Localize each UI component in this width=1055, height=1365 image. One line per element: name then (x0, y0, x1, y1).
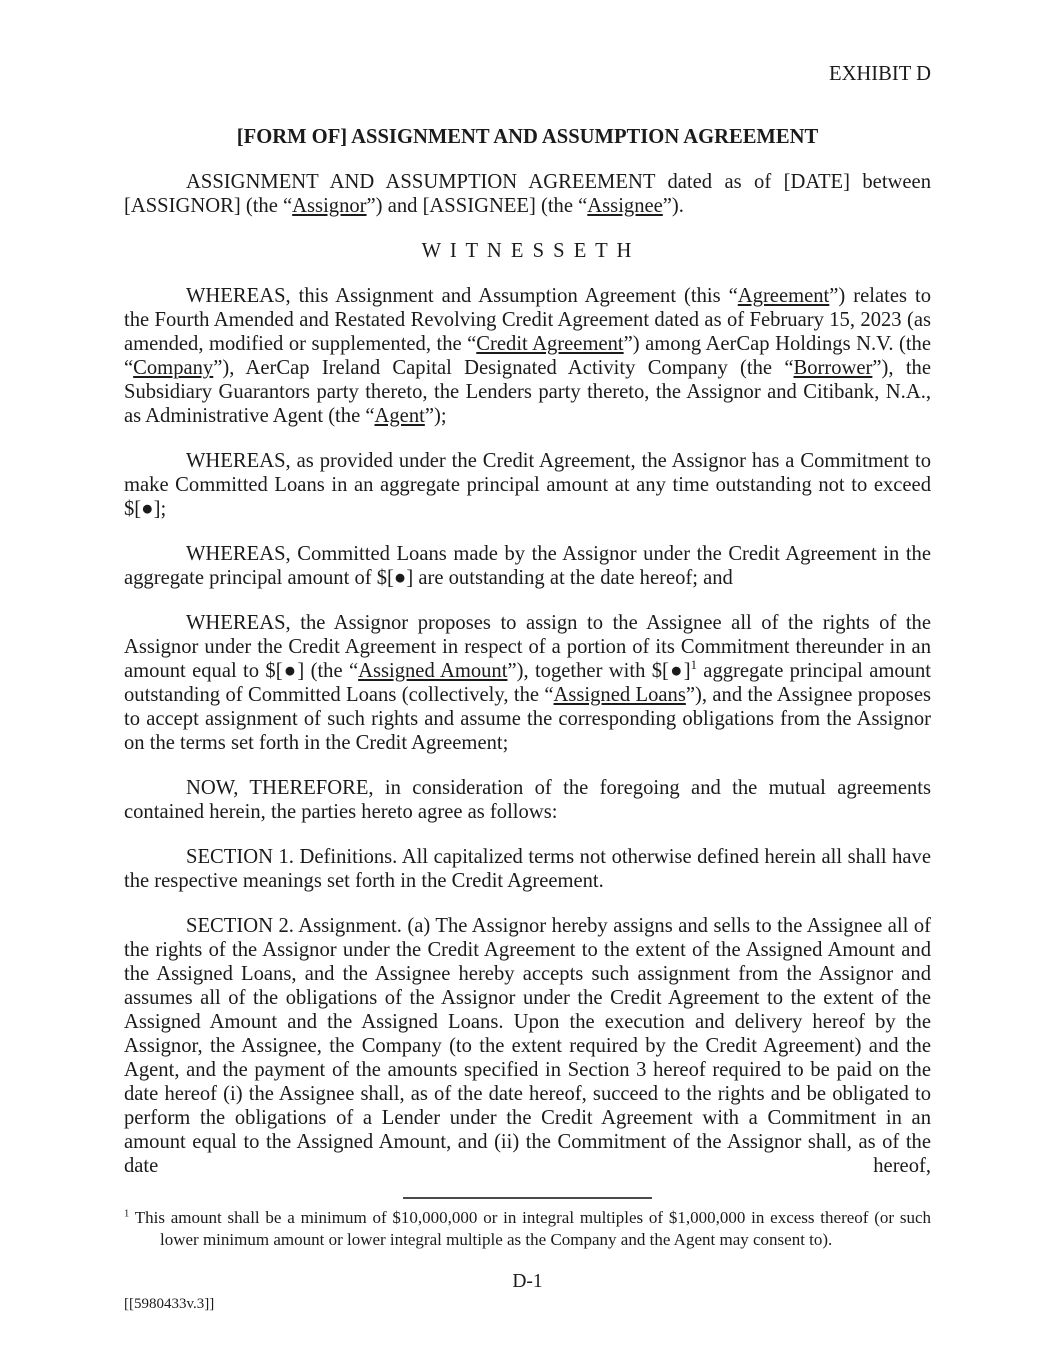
text-run: ”), and the Assignee proposes to accept assignment of such rights and assume the corresponding obligations from the Assignor on the terms set forth in the Credit Agreement; (124, 684, 931, 754)
opening-paragraph (124, 170, 931, 218)
text-run: ”); (424, 405, 447, 427)
defined-term: Borrower (793, 357, 873, 379)
text-run: ”) relates to the Fourth Amended and Restated Revolving Credit Agreement dated as of February 15, 2023 (as amended, modified or supplemented, the “ (124, 285, 931, 355)
text-run: WHEREAS, as provided under the Credit Agreement, the Assignor has a Commitment to make Committed Loans in an aggregate principal amount at any time outstanding not to exceed $[●]; (124, 450, 931, 520)
witnesseth-heading (124, 239, 931, 263)
whereas-commitment-paragraph (124, 449, 931, 521)
text-run: ”). (662, 195, 684, 217)
defined-term: Assignor (292, 195, 367, 217)
exhibit-label: EXHIBIT D (828, 63, 931, 85)
defined-term: Agent (374, 405, 425, 427)
document-title: [FORM OF] ASSIGNMENT AND ASSUMPTION AGREEMENT (236, 126, 819, 148)
page-number: D-1 (512, 1271, 543, 1292)
text-run: ”), AerCap Ireland Capital Designated Activity Company (the “ (213, 357, 794, 379)
defined-term: Assignee (587, 195, 663, 217)
defined-term: Agreement (737, 285, 830, 307)
whereas-assignment-proposal-paragraph (124, 611, 931, 755)
defined-term: Assigned Amount (358, 660, 508, 682)
footnote-reference: 1 (690, 658, 697, 673)
text-run: W I T N E S S E T H (421, 240, 634, 262)
text-run: ”) and [ASSIGNEE] (the “ (366, 195, 588, 217)
section-1-paragraph (124, 845, 931, 893)
text-run: NOW, THEREFORE, in consideration of the foregoing and the mutual agreements contained herein, the parties hereto agree as follows: (124, 777, 931, 823)
text-run: SECTION 1. Definitions. All capitalized terms not otherwise defined herein all shall have the respective meanings set forth in the Credit Agreement. (124, 846, 931, 892)
section-2-paragraph (124, 914, 931, 1178)
text-run: ”) among AerCap Holdings N.V. (the “ (124, 333, 931, 379)
footnote (124, 1207, 931, 1251)
document-id: [[5980433v.3]] (124, 1296, 215, 1312)
text-run: ”), the Subsidiary Guarantors party thereto, the Lenders party thereto, the Assignor and Citibank, N.A., as Administrative Agent (the “ (124, 357, 931, 427)
text-run: WHEREAS, this Assignment and Assumption Agreement (this “ (186, 285, 738, 307)
footnote-marker: 1 (124, 1208, 130, 1220)
text-run: WHEREAS, the Assignor proposes to assign to the Assignee all of the rights of the Assignor under the Credit Agreement in respect of a portion of its Commitment thereunder in an amount equal to $[●] (the “ (124, 612, 931, 682)
defined-term: Credit Agreement (476, 333, 624, 355)
defined-term: Company (133, 357, 214, 379)
whereas-agreement-paragraph (124, 284, 931, 428)
text-run: ASSIGNMENT AND ASSUMPTION AGREEMENT dated as of [DATE] between [ASSIGNOR] (the “ (124, 171, 931, 217)
whereas-outstanding-paragraph (124, 542, 931, 590)
text-run: SECTION 2. Assignment. (a) The Assignor hereby assigns and sells to the Assignee all of the rights of the Assignor under the Credit Agreement to the extent of the Assigned Amount and the Assigned Loans, and the Assignee hereby accepts such assignment from the Assignor and assumes all of the obligations of the Assignor under the Credit Agreement to the extent of the Assigned Amount and the Assigned Loans. Upon the execution and delivery hereof by the Assignor, the Assignee, the Company (to the extent required by the Credit Agreement) and the Agent, and the payment of the amounts specified in Section 3 hereof required to be paid on the date hereof (i) the Assignee shall, as of the date hereof, succeed to the rights and be obligated to perform the obligations of a Lender under the Credit Agreement with a Commitment in an amount equal to the Assigned Amount, and (ii) the Commitment of the Assignor shall, as of the date hereof, (124, 915, 931, 1177)
footnote-separator (403, 1197, 652, 1199)
now-therefore-paragraph (124, 776, 931, 824)
document-body (124, 170, 931, 1178)
text-run: aggregate principal amount outstanding of Committed Loans (collectively, the “ (124, 660, 931, 706)
footnote-text: This amount shall be a minimum of $10,000,000 or in integral multiples of $1,000,000 in excess thereof (or such lower minimum amount or lower integral multiple as the Company and the Agent may consent to). (134, 1208, 931, 1249)
text-run: ”), together with $[●] (507, 660, 691, 682)
text-run: WHEREAS, Committed Loans made by the Assignor under the Credit Agreement in the aggregate principal amount of $[●] are outstanding at the date hereof; and (124, 543, 931, 589)
defined-term: Assigned Loans (553, 684, 686, 706)
